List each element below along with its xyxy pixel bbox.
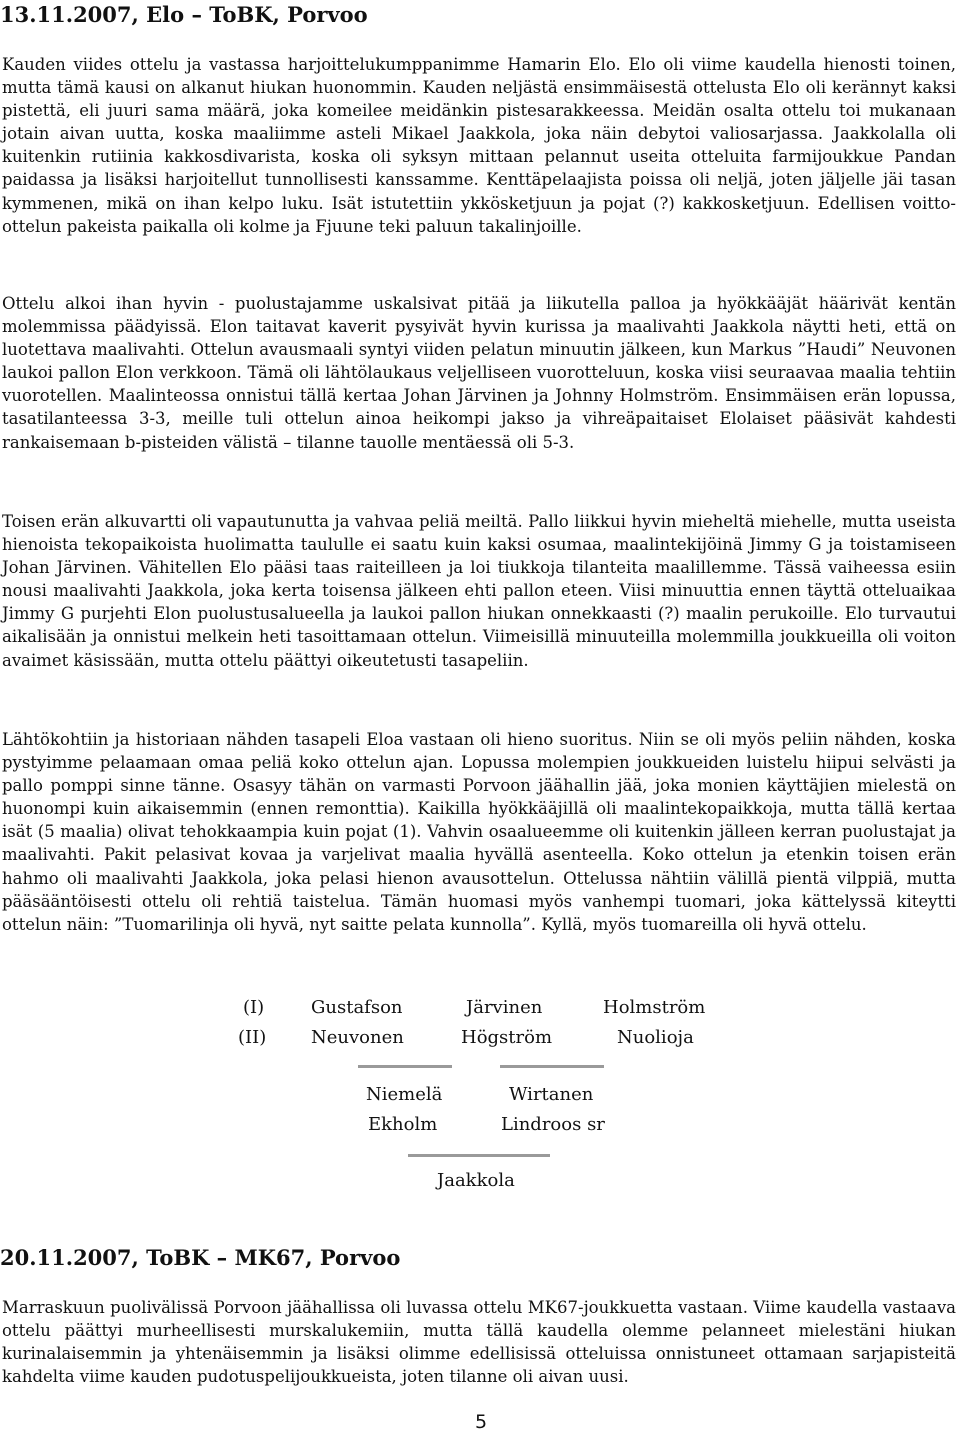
article-paragraph-intro: Kauden viides ottelu ja vastassa harjoittelukumppanimme Hamarin Elo. Elo oli viime kaudella hienosti toinen, mutta tämä kausi on alkanut hiukan huonommin. Kauden neljästä ensimmäisestä ottelusta Elo oli kerännyt kaksi pistettä, eli juuri sama määrä, joka komeilee meidänkin pistesarakkeessa. Meidän osalta ottelu toi mukanaan jotain aivan uutta, koska maaliimme asteli Mikael Jaakkola, joka näin debytoi valiosarjassa. Jaakkolalla oli kuitenkin rutiinia kakkosdivarista, koska oli syksyn mittaan pelannut useita otteluita farmijoukkue Pandan paidassa ja lisäksi harjoitellut tunnollisesti kanssamme. Kenttäpelaajista poissa oli neljä, joten jäljelle jäi tasan kymmenen, mikä on ihan kelpo luku. Isät istutettiin ykkösketjuun ja pojat (?) kakkosketjuun. Edellisen voitto-ottelun pakeista paikalla oli kolme ja Fjuune teki paluun takalinjoille. bbox=[2, 55, 956, 236]
lineup-divider-line bbox=[500, 1065, 604, 1068]
article-paragraph-second-period: Toisen erän alkuvartti oli vapautunutta ja vahvaa peliä meiltä. Pallo liikkui hyvin mieheltä miehelle, mutta useista hienoista tekopaikoista huolimatta taululle ei saatu kuin kaksi osumaa, maalintekijöinä Jimmy G ja toistamiseen Johan Järvinen. Vähitellen Elo pääsi taas raiteilleen ja loi tiukkoja tilanteita maalillemme. Tässä vaiheessa esiin nousi maalivahti Jaakkola, joka kerta toisensa jälkeen ehti pallon eteen. Viisi minuuttia ennen täyttä otteluaikaa Jimmy G purjehti Elon puolustusalueella ja laukoi pallon hiukan onnekkaasti (?) maalin perukoille. Elo turvautui aikalisään ja onnistui melkein heti tasoittamaan ottelun. Viimeisillä minuuteilla molemmilla joukkueilla oli voiton avaimet käsissään, mutta ottelu päättyi oikeutetusti tasapeliin. bbox=[2, 512, 956, 670]
lineup-player: Neuvonen bbox=[311, 1027, 404, 1048]
lineup-defender: Ekholm bbox=[368, 1114, 438, 1135]
article-heading-mk67: 20.11.2007, ToBK – MK67, Porvoo bbox=[0, 1245, 401, 1270]
lineup-player: Högström bbox=[461, 1027, 553, 1048]
article-paragraph-mk67-intro: Marraskuun puolivälissä Porvoon jäähallissa oli luvassa ottelu MK67-joukkuetta vastaan. Viime kaudella vastaava ottelu päättyi murheellisesti murskalukemiin, mutta tällä kaudella olemme pelanneet mielestäni hiukan kurinalaisemmin ja yhtenäisemmin ja lisäksi olimme edellisissä otteluissa onnistuneet ottamaan sarjapisteitä kahdelta viime kauden pudotuspelijoukkueista, joten tilanne oli aivan uusi. bbox=[2, 1298, 956, 1387]
page-number: 5 bbox=[474, 1411, 488, 1433]
lineup-player: Järvinen bbox=[466, 997, 543, 1018]
lineup-line-label: (II) bbox=[238, 1027, 267, 1048]
lineup-player: Holmström bbox=[603, 997, 706, 1018]
lineup-divider-line bbox=[408, 1154, 550, 1157]
lineup-line-label: (I) bbox=[243, 997, 265, 1018]
lineup-divider-line bbox=[358, 1065, 452, 1068]
lineup-player: Gustafson bbox=[311, 997, 403, 1018]
article-paragraph-summary: Lähtökohtiin ja historiaan nähden tasapeli Eloa vastaan oli hieno suoritus. Niin se oli myös peliin nähden, koska pystyimme pelaamaan omaa peliä koko ottelun ajan. Lopussa molempien joukkueiden luistelu hiipui selvästi ja pallo pomppi sinne tänne. Osasyy tähän on varmasti Porvoon jäähallin jää, joka monien käyttäjien mielestä on huonompi kuin aikaisemmin (ennen remonttia). Kaikilla hyökkääjillä oli maalintekopaikkoja, mutta tällä kertaa isät (5 maalia) olivat tehokkaampia kuin pojat (1). Vahvin osaalueemme oli kuitenkin jälleen kerran puolustajat ja maalivahti. Pakit pelasivat kovaa ja varjelivat maalia hyvällä asenteella. Koko ottelun ja etenkin toisen erän hahmo oli maalivahti Jaakkola, joka pelasi hienon avausottelun. Ottelussa nähtiin välillä pientä vilppiä, mutta pääsääntöisesti ottelu oli rehtiä taistelua. Tämän huomasi myös vanhempi tuomari, joka kättelyssä kiteytti ottelun näin: ”Tuomarilinja oli hyvä, nyt saitte pelata kunnolla”. Kyllä, myös tuomareilla oli hyvä ottelu. bbox=[2, 730, 956, 934]
lineup-goalie: Jaakkola bbox=[437, 1170, 515, 1191]
article-heading-elo: 13.11.2007, Elo – ToBK, Porvoo bbox=[0, 2, 368, 27]
lineup-player: Nuolioja bbox=[617, 1027, 694, 1048]
article-paragraph-first-period: Ottelu alkoi ihan hyvin - puolustajamme uskalsivat pitää ja liikutella palloa ja hyökkääjät häärivät kentän molemmissa päädyissä. Elon taitavat kaverit pysyivät hyvin kurissa ja maalivahti Jaakkola näytti heti, että on luotettava maalivahti. Ottelun avausmaali syntyi viiden pelatun minuutin jälkeen, kun Markus ”Haudi” Neuvonen laukoi pallon Elon verkkoon. Tämä oli lähtölaukaus veljelliseen vuorotteluun, koska viisi seuraavaa maalia tehtiin vuorotellen. Maalinteossa onnistui tällä kertaa Johan Järvinen ja Johnny Holmström. Ensimmäisen erän lopussa, tasatilanteessa 3-3, meille tuli ottelun ainoa heikompi jakso ja vihreäpaitaiset Elolaiset pääsivät kahdesti rankaisemaan b-pisteiden välistä – tilanne tauolle mentäessä oli 5-3. bbox=[2, 294, 956, 452]
lineup-defender: Lindroos sr bbox=[501, 1114, 605, 1135]
lineup-defender: Niemelä bbox=[366, 1084, 443, 1105]
lineup-defender: Wirtanen bbox=[509, 1084, 594, 1105]
